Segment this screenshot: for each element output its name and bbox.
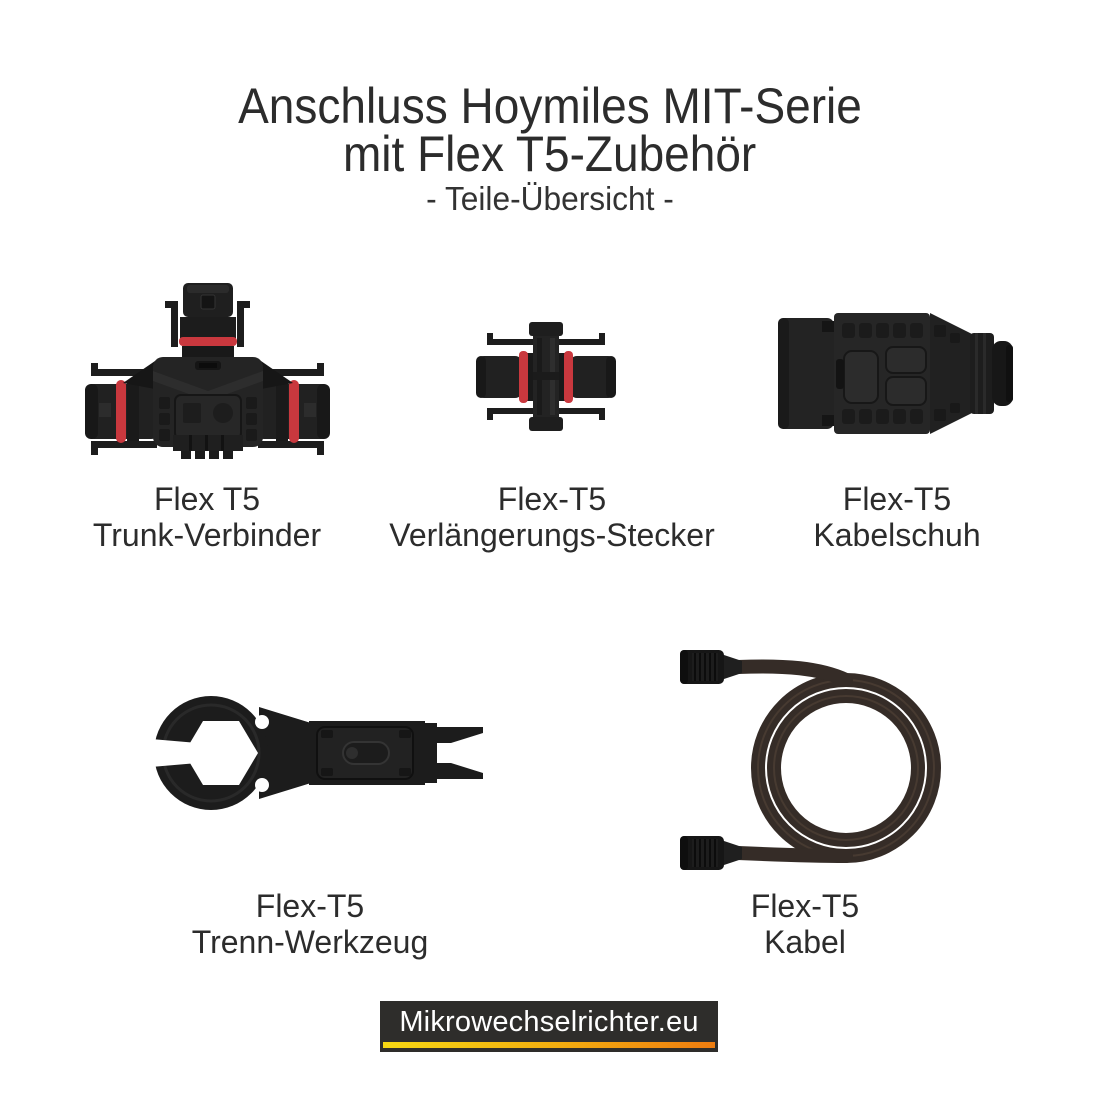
cable-connector-top	[680, 650, 742, 684]
product-label-kabelschuh	[813, 481, 980, 553]
brand-stripe	[383, 1042, 715, 1048]
page-subtitle: - Teile-Übersicht -	[426, 180, 674, 217]
product-label-trenn-werkzeug	[192, 888, 429, 960]
disconnect-tool-illustration	[151, 693, 483, 813]
cable-end-cap-illustration	[778, 311, 1013, 436]
disconnect-tool-icon	[151, 693, 483, 813]
product-desc: Trenn-Werkzeug	[191, 924, 429, 960]
product-name: Flex-T5	[842, 481, 952, 517]
trunk-connector-icon	[85, 283, 330, 463]
extension-plug-icon	[475, 320, 617, 433]
brand-badge	[380, 1001, 718, 1052]
product-name: Flex T5	[153, 481, 261, 517]
product-label-trunk-verbinder	[93, 481, 321, 553]
cable-connector-bottom	[680, 836, 742, 870]
product-name: Flex-T5	[750, 888, 860, 924]
extension-plug-illustration	[475, 320, 617, 433]
product-desc: Trunk-Verbinder	[92, 517, 322, 553]
product-desc: Verlängerungs-Stecker	[389, 517, 715, 553]
product-desc: Kabel	[764, 924, 846, 960]
brand-name: Mikrowechselrichter.eu	[399, 1006, 699, 1038]
product-name: Flex-T5	[255, 888, 365, 924]
product-label-verlaengerungs-stecker	[389, 481, 715, 553]
trunk-connector-illustration	[85, 283, 330, 463]
product-desc: Kabelschuh	[813, 517, 981, 553]
page-title-line1: Anschluss Hoymiles MIT-Serie	[238, 78, 862, 134]
page-title-line2: mit Flex T5-Zubehör	[343, 126, 757, 182]
coiled-cable-illustration	[680, 650, 943, 870]
cable-end-cap-icon	[778, 311, 1013, 436]
product-name: Flex-T5	[497, 481, 607, 517]
coiled-cable-icon	[680, 650, 943, 870]
product-label-kabel	[751, 888, 859, 960]
